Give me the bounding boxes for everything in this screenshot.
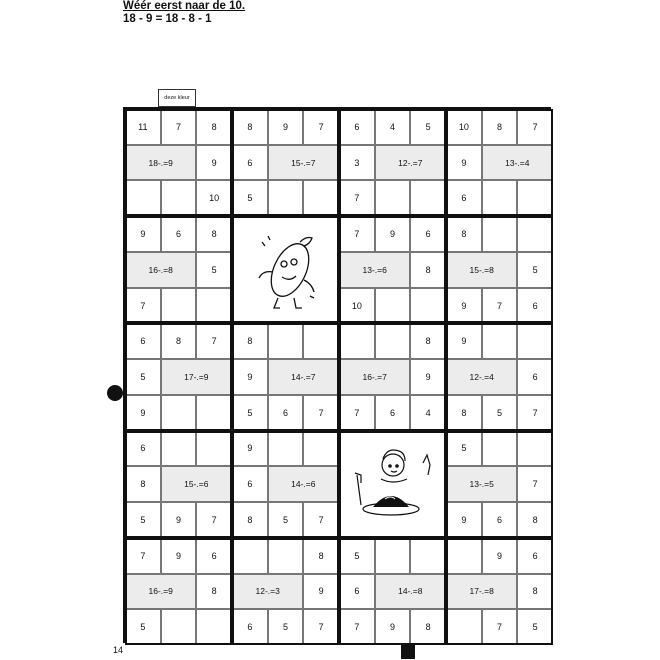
equation-cell: 15-.=7 [268,145,339,181]
number-cell: 9 [268,109,304,145]
number-cell: 6 [375,395,411,431]
number-cell [161,431,197,467]
number-cell: 6 [410,216,446,252]
number-cell: 6 [517,538,553,574]
number-cell: 5 [125,609,161,645]
number-cell: 5 [339,538,375,574]
equation-cell: 14-.=6 [268,466,339,502]
number-cell: 6 [125,323,161,359]
number-cell: 7 [303,395,339,431]
boy-eating-icon [339,431,446,538]
equation-cell: 17-.=9 [161,359,232,395]
number-cell [125,180,161,216]
equation-cell: 15-.=8 [446,252,517,288]
equation-cell: 17-.=8 [446,574,517,610]
number-cell: 9 [446,145,482,181]
equation-cell: 14-.=7 [268,359,339,395]
equation-cell: 13-.=6 [339,252,410,288]
number-cell: 8 [232,323,268,359]
number-cell: 4 [410,395,446,431]
number-cell: 10 [196,180,232,216]
number-cell [268,538,304,574]
number-cell [482,323,518,359]
number-cell: 5 [232,395,268,431]
equation-cell: 12-.=4 [446,359,517,395]
number-cell [517,180,553,216]
number-cell: 6 [339,574,375,610]
number-cell: 7 [339,216,375,252]
equation-cell: 12-.=7 [375,145,446,181]
number-cell [232,538,268,574]
number-cell: 9 [482,538,518,574]
equation-cell: 16-.=9 [125,574,196,610]
number-cell: 5 [196,252,232,288]
number-cell: 9 [161,538,197,574]
number-cell: 7 [482,288,518,324]
number-cell [410,288,446,324]
number-cell: 9 [125,395,161,431]
equation-cell: 18-.=9 [125,145,196,181]
number-cell [303,323,339,359]
number-cell [268,180,304,216]
number-cell [303,180,339,216]
number-cell: 9 [303,574,339,610]
number-cell: 8 [303,538,339,574]
number-cell: 7 [303,609,339,645]
number-cell: 5 [517,609,553,645]
number-cell: 6 [446,180,482,216]
example-equation: 18 - 9 = 18 - 8 - 1 [123,13,212,25]
equation-cell: 15-.=6 [161,466,232,502]
number-cell: 9 [232,359,268,395]
number-cell [196,431,232,467]
number-cell: 6 [232,145,268,181]
number-cell: 9 [446,288,482,324]
number-cell: 7 [517,109,553,145]
number-cell: 7 [339,609,375,645]
number-cell: 6 [232,609,268,645]
number-cell: 8 [446,216,482,252]
number-cell [482,431,518,467]
number-cell: 6 [517,359,553,395]
number-cell: 8 [196,109,232,145]
number-cell [268,323,304,359]
number-cell [517,431,553,467]
number-cell: 6 [196,538,232,574]
number-cell [375,538,411,574]
number-cell: 8 [410,323,446,359]
number-cell: 8 [410,252,446,288]
number-cell: 7 [339,395,375,431]
number-cell [517,323,553,359]
number-cell: 9 [375,216,411,252]
number-cell: 4 [375,109,411,145]
number-cell: 6 [482,502,518,538]
number-cell: 7 [125,288,161,324]
puzzle-grid [123,107,551,643]
number-cell: 5 [125,502,161,538]
number-cell: 8 [482,109,518,145]
number-cell [446,538,482,574]
number-cell: 5 [446,431,482,467]
number-cell [339,323,375,359]
number-cell: 6 [339,109,375,145]
number-cell: 8 [232,109,268,145]
number-cell: 8 [232,502,268,538]
number-cell: 9 [446,323,482,359]
instruction-title: Wéér eerst naar de 10. [123,0,246,12]
number-cell: 6 [232,466,268,502]
number-cell: 6 [517,288,553,324]
number-cell: 7 [161,109,197,145]
number-cell: 7 [196,323,232,359]
number-cell [446,609,482,645]
number-cell [196,609,232,645]
number-cell: 7 [125,538,161,574]
number-cell: 6 [125,431,161,467]
number-cell [410,538,446,574]
equation-cell: 16-.=7 [339,359,410,395]
registration-square [401,645,415,659]
number-cell [196,288,232,324]
number-cell: 6 [268,395,304,431]
number-cell: 9 [196,145,232,181]
number-cell: 8 [161,323,197,359]
number-cell: 5 [268,609,304,645]
number-cell [303,431,339,467]
equation-cell: 13-.=4 [482,145,553,181]
number-cell: 7 [482,609,518,645]
color-legend: deze kleur [158,89,196,107]
number-cell: 8 [410,609,446,645]
page-number: 14 [113,645,124,655]
number-cell: 10 [339,288,375,324]
eggplant-character-icon [232,216,339,323]
number-cell: 8 [125,466,161,502]
number-cell: 7 [339,180,375,216]
number-cell [410,180,446,216]
number-cell: 8 [517,574,553,610]
number-cell: 3 [339,145,375,181]
equation-cell: 13-.=5 [446,466,517,502]
number-cell [161,395,197,431]
equation-cell: 12-.=3 [232,574,303,610]
number-cell [161,288,197,324]
equation-cell: 14-.=8 [375,574,446,610]
number-cell [161,609,197,645]
number-cell: 5 [125,359,161,395]
number-cell: 8 [196,216,232,252]
number-cell: 5 [482,395,518,431]
number-cell [375,288,411,324]
number-cell: 7 [303,502,339,538]
number-cell: 7 [517,466,553,502]
number-cell: 5 [517,252,553,288]
number-cell: 6 [161,216,197,252]
number-cell: 9 [232,431,268,467]
number-cell: 7 [517,395,553,431]
number-cell: 9 [161,502,197,538]
number-cell: 5 [268,502,304,538]
number-cell [196,395,232,431]
number-cell: 5 [410,109,446,145]
number-cell: 7 [196,502,232,538]
number-cell: 8 [196,574,232,610]
number-cell: 5 [232,180,268,216]
number-cell: 10 [446,109,482,145]
number-cell [268,431,304,467]
number-cell [375,180,411,216]
number-cell [161,180,197,216]
number-cell [482,180,518,216]
number-cell: 9 [375,609,411,645]
number-cell: 7 [303,109,339,145]
number-cell [375,323,411,359]
exercise-header [123,0,245,26]
number-cell [517,216,553,252]
number-cell: 8 [517,502,553,538]
number-cell: 9 [446,502,482,538]
equation-cell: 16-.=8 [125,252,196,288]
number-cell: 9 [410,359,446,395]
number-cell [482,216,518,252]
number-cell: 11 [125,109,161,145]
punch-hole-mark [107,385,123,401]
number-cell: 9 [125,216,161,252]
number-cell: 8 [446,395,482,431]
